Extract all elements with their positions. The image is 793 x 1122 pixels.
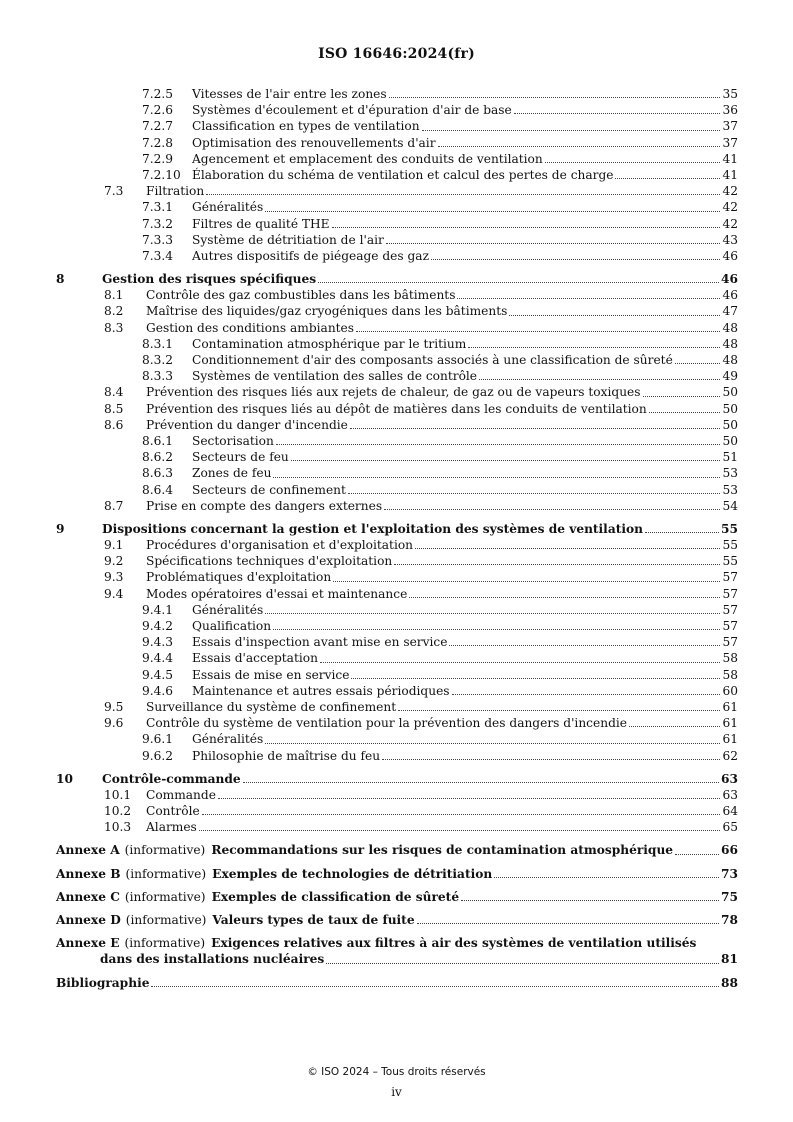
dot-leader xyxy=(479,379,720,380)
toc-entry-page: 57 xyxy=(722,586,738,601)
toc-entry-number: 9.6 xyxy=(104,716,124,731)
toc-entry-number: 9.6.2 xyxy=(142,748,174,763)
toc-entry-page: 46 xyxy=(721,272,738,287)
toc-entry[interactable] xyxy=(56,320,738,336)
dot-leader xyxy=(243,782,719,783)
dot-leader xyxy=(202,814,721,815)
toc-entry-page: 55 xyxy=(721,521,738,536)
toc-entry-page: 58 xyxy=(722,667,738,682)
toc-entry-title: Problématiques d'exploitation xyxy=(146,570,332,585)
annex-entry[interactable] xyxy=(56,912,738,928)
toc-entry[interactable] xyxy=(56,787,738,803)
toc-entry-page: 48 xyxy=(722,320,738,335)
toc-entry-title: Spécifications techniques d'exploitation xyxy=(146,554,393,569)
toc-entry-page: 41 xyxy=(722,151,738,166)
dot-leader xyxy=(291,460,721,461)
annex-title: Valeurs types de taux de fuite xyxy=(207,912,415,928)
dot-leader xyxy=(457,298,720,299)
toc-entry[interactable] xyxy=(56,465,738,481)
dot-leader xyxy=(415,548,720,549)
toc-entry-title: Gestion des risques spécifiques xyxy=(102,272,317,287)
toc-entry[interactable] xyxy=(56,199,738,215)
toc-entry-page: 48 xyxy=(722,353,738,367)
toc-entry-page: 46 xyxy=(722,248,738,263)
toc-entry[interactable] xyxy=(56,167,738,183)
toc-entry-title: Conditionnement d'air des composants associés à une classification de sûreté xyxy=(192,353,673,367)
dot-leader xyxy=(645,532,719,533)
annex-label: Annexe E xyxy=(56,936,120,951)
dot-leader xyxy=(461,900,719,901)
toc-entry[interactable] xyxy=(56,803,738,819)
toc-entry[interactable] xyxy=(56,618,738,634)
toc-entry-page: 47 xyxy=(722,304,738,319)
toc-entry-page: 64 xyxy=(722,804,738,819)
toc-entry[interactable] xyxy=(56,303,738,319)
toc-entry-number: 9.4.5 xyxy=(142,667,174,682)
toc-entry-number: 8.6.1 xyxy=(142,433,174,448)
dot-leader xyxy=(265,211,720,212)
toc-entry-title: Généralités xyxy=(192,732,264,747)
toc-entry-page: 61 xyxy=(722,716,738,731)
toc-entry-number: 9.4.1 xyxy=(142,602,174,617)
toc-entry-title: Essais d'acceptation xyxy=(192,651,318,666)
toc-entry-title: Systèmes d'écoulement et d'épuration d'air de base xyxy=(192,103,512,118)
toc-entry-title: Prévention des risques liés aux rejets de chaleur, de gaz ou de vapeurs toxiques xyxy=(146,385,641,400)
toc-entry-page: 57 xyxy=(722,635,738,650)
dot-leader xyxy=(514,113,721,114)
toc-entry-title: Essais d'inspection avant mise en service xyxy=(192,635,448,650)
toc-entry-number: 8.4 xyxy=(104,385,124,400)
toc-entry-number: 8.3.2 xyxy=(142,353,174,367)
toc-entry-number: 7.3 xyxy=(104,184,124,199)
toc-entry-page: 35 xyxy=(722,87,738,101)
toc-entry-title: Qualification xyxy=(192,619,272,633)
toc-entry-number: 8.3.3 xyxy=(142,369,174,384)
annex-type: (informative) xyxy=(121,889,207,905)
toc-entry[interactable] xyxy=(56,683,738,699)
annex-type: (informative) xyxy=(122,912,208,928)
toc-entry-page: 57 xyxy=(722,602,738,617)
document-header: ISO 16646:2024(fr) xyxy=(318,46,475,62)
toc-entry[interactable] xyxy=(56,771,738,787)
toc-entry[interactable] xyxy=(56,352,738,368)
toc-entry-page: 50 xyxy=(722,417,738,432)
toc-entry[interactable] xyxy=(56,271,738,287)
toc-entry-title: Commande xyxy=(146,787,216,802)
annex-page: 78 xyxy=(721,913,738,927)
toc-entry[interactable] xyxy=(56,586,738,602)
toc-entry-title: Optimisation des renouvellements d'air xyxy=(192,135,436,150)
toc-entry-number: 8.3 xyxy=(104,320,124,335)
toc-entry-title: Dispositions concernant la gestion et l'exploitation des systèmes de ventilation xyxy=(102,521,643,536)
dot-leader xyxy=(431,259,720,260)
toc-entry-page: 50 xyxy=(722,385,738,400)
dot-leader xyxy=(276,444,721,445)
toc-entry-title: Modes opératoires d'essai et maintenance xyxy=(146,586,408,601)
toc-entry[interactable] xyxy=(56,819,738,835)
toc-entry-title: Prévention des risques liés au dépôt de matières dans les conduits de ventilation xyxy=(146,401,647,416)
dot-leader xyxy=(398,710,720,711)
dot-leader xyxy=(318,282,719,283)
table-of-contents xyxy=(56,86,738,991)
toc-entry-title: Sectorisation xyxy=(192,433,274,448)
dot-leader xyxy=(273,477,720,478)
toc-entry-title: Gestion des conditions ambiantes xyxy=(146,320,355,335)
toc-entry-number: 10 xyxy=(56,771,73,786)
toc-entry[interactable] xyxy=(56,183,738,199)
annex-title: Exigences relatives aux filtres à air des systèmes de ventilation utilisés xyxy=(206,936,697,950)
toc-entry-page: 50 xyxy=(722,433,738,448)
toc-entry-number: 8.6.4 xyxy=(142,482,174,497)
toc-entry[interactable] xyxy=(56,102,738,118)
toc-entry-page: 42 xyxy=(722,216,738,231)
toc-entry[interactable] xyxy=(56,553,738,569)
dot-leader xyxy=(151,986,719,987)
annex-title: Exemples de classification de sûreté xyxy=(207,889,461,905)
annex-page: 81 xyxy=(721,952,738,967)
toc-entry-title: Secteurs de confinement xyxy=(192,482,346,497)
toc-entry-number: 7.2.9 xyxy=(142,151,174,166)
toc-entry-title: Système de détritiation de l'air xyxy=(192,232,384,247)
toc-entry-number: 7.2.8 xyxy=(142,135,174,150)
dot-leader xyxy=(273,629,720,630)
annex-title-continued: dans des installations nucléaires xyxy=(100,952,325,967)
toc-entry[interactable] xyxy=(56,86,738,102)
toc-entry-number: 7.3.3 xyxy=(142,232,174,247)
toc-entry-page: 61 xyxy=(722,699,738,714)
dot-leader xyxy=(332,227,721,228)
dot-leader xyxy=(649,412,721,413)
toc-entry-number: 9 xyxy=(56,521,65,536)
toc-entry-page: 48 xyxy=(722,336,738,351)
toc-entry-number: 7.2.5 xyxy=(142,87,174,101)
toc-entry-page: 62 xyxy=(722,748,738,763)
toc-entry[interactable] xyxy=(56,537,738,553)
annex-entry[interactable] xyxy=(56,842,738,858)
toc-entry-number: 9.4.4 xyxy=(142,651,174,666)
toc-entry-number: 8.3.1 xyxy=(142,336,174,351)
bibliography-entry[interactable] xyxy=(56,975,738,991)
dot-leader xyxy=(452,694,721,695)
annex-title: Exemples de technologies de détritiation xyxy=(207,866,493,882)
annex-page: 75 xyxy=(721,889,738,904)
annex-title: Recommandations sur les risques de contamination atmosphérique xyxy=(206,842,674,858)
toc-entry-number: 8.7 xyxy=(104,498,124,513)
toc-entry-number: 7.2.6 xyxy=(142,103,174,118)
toc-entry-page: 37 xyxy=(722,119,738,134)
dot-leader xyxy=(320,662,721,663)
toc-entry-title: Maintenance et autres essais périodiques xyxy=(192,683,450,698)
toc-entry-title: Surveillance du système de confinement xyxy=(146,699,397,714)
toc-entry-number: 7.2.10 xyxy=(142,167,181,182)
toc-entry[interactable] xyxy=(56,417,738,433)
toc-entry-page: 57 xyxy=(722,619,738,633)
toc-entry-page: 42 xyxy=(722,200,738,215)
toc-entry-page: 63 xyxy=(722,787,738,802)
toc-entry-title: Élaboration du schéma de ventilation et calcul des pertes de charge xyxy=(192,167,614,182)
toc-entry-number: 8.1 xyxy=(104,288,124,303)
toc-entry[interactable] xyxy=(56,634,738,650)
toc-entry-title: Filtration xyxy=(146,184,205,199)
dot-leader xyxy=(449,645,720,646)
annex-entry[interactable] xyxy=(56,866,738,882)
annex-page: 66 xyxy=(721,843,738,858)
dot-leader xyxy=(509,315,720,316)
toc-entry[interactable] xyxy=(56,151,738,167)
toc-entry-page: 65 xyxy=(722,820,738,835)
annex-page: 73 xyxy=(721,866,738,881)
toc-entry[interactable] xyxy=(56,384,738,400)
toc-entry-page: 37 xyxy=(722,135,738,150)
annex-entry[interactable] xyxy=(56,935,738,967)
annex-label: Annexe C xyxy=(56,889,120,904)
toc-entry[interactable] xyxy=(56,715,738,731)
page-number: iv xyxy=(391,1085,402,1099)
toc-entry-number: 9.5 xyxy=(104,699,124,714)
toc-entry-number: 9.4 xyxy=(104,586,124,601)
toc-entry-page: 36 xyxy=(722,103,738,118)
toc-entry-page: 53 xyxy=(722,482,738,497)
toc-entry-page: 43 xyxy=(722,232,738,247)
dot-leader xyxy=(394,564,720,565)
toc-entry-number: 9.2 xyxy=(104,554,124,569)
toc-entry[interactable] xyxy=(56,699,738,715)
toc-entry[interactable] xyxy=(56,287,738,303)
dot-leader xyxy=(350,428,721,429)
toc-entry-title: Contrôle xyxy=(146,804,200,819)
toc-entry-page: 51 xyxy=(722,450,738,465)
toc-entry[interactable] xyxy=(56,731,738,747)
toc-entry[interactable] xyxy=(56,118,738,134)
toc-entry-title: Filtres de qualité THE xyxy=(192,216,330,231)
toc-entry-title: Maîtrise des liquides/gaz cryogéniques dans les bâtiments xyxy=(146,304,508,319)
toc-entry-number: 8 xyxy=(56,272,65,287)
toc-entry-number: 10.1 xyxy=(104,787,132,802)
toc-entry-number: 9.6.1 xyxy=(142,732,174,747)
toc-entry-title: Procédures d'organisation et d'exploitation xyxy=(146,538,414,553)
toc-entry-title: Généralités xyxy=(192,200,264,215)
toc-entry[interactable] xyxy=(56,521,738,537)
copyright-footer: © ISO 2024 – Tous droits réservés xyxy=(307,1066,486,1078)
toc-entry[interactable] xyxy=(56,433,738,449)
toc-entry-number: 7.2.7 xyxy=(142,119,174,134)
toc-entry-title: Prévention du danger d'incendie xyxy=(146,417,348,432)
dot-leader xyxy=(422,130,721,131)
dot-leader xyxy=(386,243,721,244)
toc-entry[interactable] xyxy=(56,336,738,352)
toc-entry-number: 9.4.6 xyxy=(142,683,174,698)
toc-entry-page: 54 xyxy=(722,498,738,513)
toc-entry-title: Zones de feu xyxy=(192,466,272,481)
toc-entry-title: Philosophie de maîtrise du feu xyxy=(192,748,381,763)
toc-entry-number: 10.2 xyxy=(104,804,132,819)
dot-leader xyxy=(643,396,721,397)
dot-leader xyxy=(675,854,719,855)
toc-entry[interactable] xyxy=(56,482,738,498)
toc-entry-page: 50 xyxy=(722,401,738,416)
dot-leader xyxy=(629,726,721,727)
dot-leader xyxy=(409,597,720,598)
toc-entry-title: Prise en compte des dangers externes xyxy=(146,498,383,513)
toc-entry-title: Classification en types de ventilation xyxy=(192,119,420,134)
dot-leader xyxy=(494,877,719,878)
toc-entry[interactable] xyxy=(56,248,738,264)
toc-entry[interactable] xyxy=(56,569,738,585)
dot-leader xyxy=(384,509,720,510)
toc-entry-title: Essais de mise en service xyxy=(192,667,350,682)
toc-entry-title: Autres dispositifs de piégeage des gaz xyxy=(192,248,429,263)
annex-label: Annexe D xyxy=(56,913,121,927)
dot-leader xyxy=(206,194,720,195)
bibliography-title: Bibliographie xyxy=(56,975,150,990)
toc-entry[interactable] xyxy=(56,216,738,232)
toc-entry-page: 60 xyxy=(722,683,738,698)
toc-entry-number: 8.5 xyxy=(104,401,124,416)
toc-entry-page: 49 xyxy=(722,369,738,384)
toc-entry[interactable] xyxy=(56,449,738,465)
toc-entry-page: 42 xyxy=(722,184,738,199)
toc-entry[interactable] xyxy=(56,667,738,683)
dot-leader xyxy=(382,759,720,760)
dot-leader xyxy=(356,331,720,332)
toc-entry-number: 9.4.3 xyxy=(142,635,174,650)
toc-entry[interactable] xyxy=(56,232,738,248)
toc-entry-page: 63 xyxy=(721,771,738,786)
toc-entry-page: 41 xyxy=(722,167,738,182)
toc-entry-number: 7.3.4 xyxy=(142,248,174,263)
toc-entry-title: Systèmes de ventilation des salles de contrôle xyxy=(192,369,478,384)
annex-type: (informative) xyxy=(121,842,207,858)
dot-leader xyxy=(417,923,719,924)
toc-entry-title: Contamination atmosphérique par le tritium xyxy=(192,336,467,351)
dot-leader xyxy=(468,347,720,348)
annex-entry[interactable] xyxy=(56,889,738,905)
dot-leader xyxy=(333,581,720,582)
toc-entry-title: Généralités xyxy=(192,602,264,617)
dot-leader xyxy=(348,493,721,494)
toc-entry-number: 8.6.2 xyxy=(142,450,174,465)
toc-entry[interactable] xyxy=(56,748,738,764)
dot-leader xyxy=(389,97,721,98)
toc-entry-number: 8.6 xyxy=(104,417,124,432)
toc-entry-title: Contrôle du système de ventilation pour la prévention des dangers d'incendie xyxy=(146,716,627,731)
toc-entry-number: 7.3.2 xyxy=(142,216,174,231)
toc-entry[interactable] xyxy=(56,368,738,384)
toc-entry-page: 57 xyxy=(722,570,738,585)
toc-entry-page: 61 xyxy=(722,732,738,747)
toc-entry-title: Contrôle-commande xyxy=(102,771,241,786)
toc-entry-page: 55 xyxy=(722,538,738,553)
toc-entry-page: 58 xyxy=(722,651,738,666)
toc-entry[interactable] xyxy=(56,650,738,666)
toc-entry-number: 9.3 xyxy=(104,570,124,585)
toc-entry-title: Contrôle des gaz combustibles dans les bâtiments xyxy=(146,288,456,303)
toc-entry[interactable] xyxy=(56,401,738,417)
annex-label: Annexe B xyxy=(56,866,121,881)
toc-entry-number: 9.4.2 xyxy=(142,619,174,633)
toc-entry-title: Agencement et emplacement des conduits de ventilation xyxy=(192,151,543,166)
toc-entry-number: 8.6.3 xyxy=(142,466,174,481)
toc-entry-number: 9.1 xyxy=(104,538,124,553)
dot-leader xyxy=(351,678,720,679)
toc-entry[interactable] xyxy=(56,135,738,151)
dot-leader xyxy=(265,613,720,614)
dot-leader xyxy=(265,743,720,744)
bibliography-page: 88 xyxy=(721,975,738,990)
toc-entry-number: 7.3.1 xyxy=(142,200,174,215)
dot-leader xyxy=(326,963,719,964)
dot-leader xyxy=(218,798,721,799)
annex-label: Annexe A xyxy=(56,843,120,858)
toc-entry-title: Secteurs de feu xyxy=(192,450,289,465)
toc-entry-number: 8.2 xyxy=(104,304,124,319)
dot-leader xyxy=(615,178,720,179)
toc-entry-title: Alarmes xyxy=(146,820,197,835)
toc-entry-page: 53 xyxy=(722,466,738,481)
dot-leader xyxy=(675,363,721,364)
annex-type: (informative) xyxy=(122,866,208,882)
toc-entry-number: 10.3 xyxy=(104,820,132,835)
toc-entry-title: Vitesses de l'air entre les zones xyxy=(192,87,387,101)
toc-entry-page: 55 xyxy=(722,554,738,569)
dot-leader xyxy=(199,830,721,831)
dot-leader xyxy=(545,162,721,163)
toc-entry[interactable] xyxy=(56,498,738,514)
dot-leader xyxy=(438,146,721,147)
annex-type: (informative) xyxy=(121,936,207,950)
toc-entry[interactable] xyxy=(56,602,738,618)
toc-entry-page: 46 xyxy=(722,288,738,303)
